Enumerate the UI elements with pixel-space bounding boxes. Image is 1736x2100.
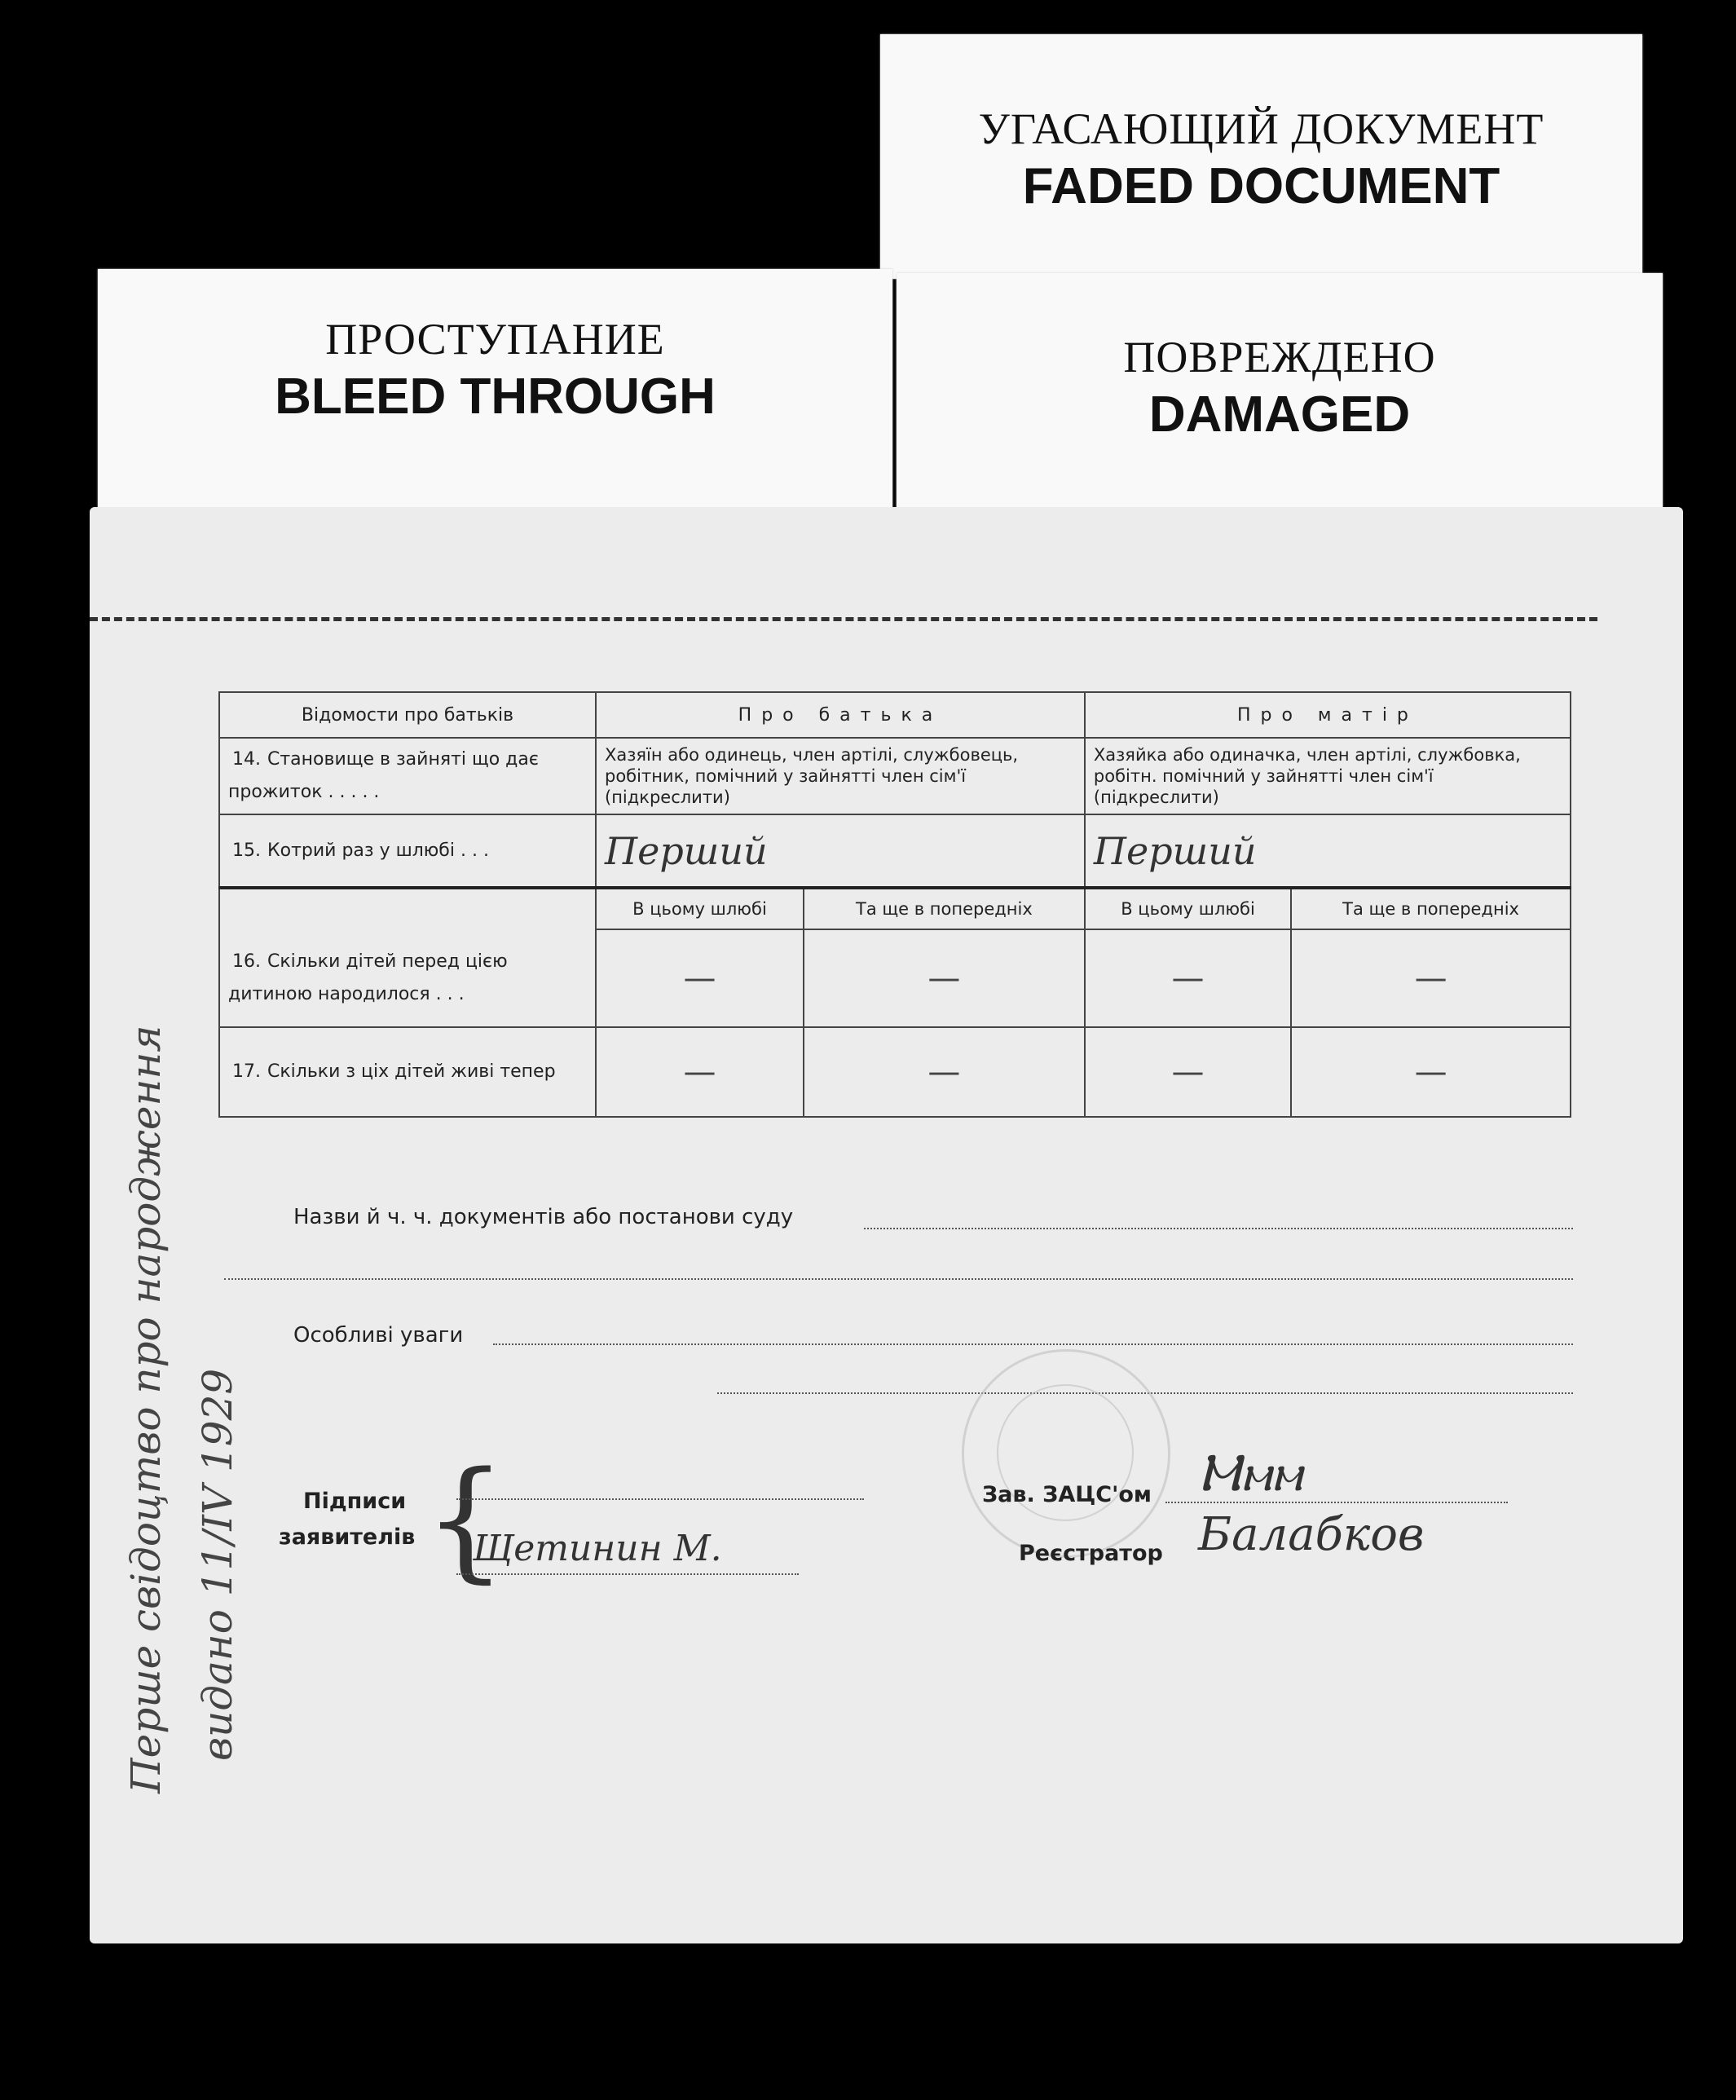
table-row <box>219 929 1571 1027</box>
row16-label-cell <box>219 929 596 1027</box>
special-notes-line <box>493 1343 1573 1345</box>
dash-mark: — <box>1414 1053 1447 1091</box>
header-father: Про батька <box>596 692 1085 738</box>
signatures-label-2: заявителів <box>279 1524 416 1550</box>
row14-label-cell <box>219 738 596 814</box>
applicant-signature: Щетинин М. <box>473 1528 722 1569</box>
dash-mark: — <box>927 1053 961 1091</box>
row-number: 14. <box>232 749 261 770</box>
signatures-label-1: Підписи <box>303 1489 407 1514</box>
row14-mother: Хазяйка або одиначка, член артілі, службовка, робітн. помічний у зайнятті член сім'ї (підкреслити) <box>1085 738 1571 814</box>
registrar-label: Реєстратор <box>1019 1541 1163 1566</box>
damaged-label-ru: ПОВРЕЖДЕНО <box>1123 333 1436 382</box>
official-stamp <box>962 1349 1170 1558</box>
faded-document-label <box>880 34 1642 279</box>
faded-label-en: FADED DOCUMENT <box>1022 158 1500 214</box>
parents-info-table <box>218 691 1571 1118</box>
head-label: Зав. ЗАЦС'ом <box>982 1482 1152 1507</box>
table-row <box>219 1027 1571 1117</box>
dash-mark: — <box>1171 960 1205 997</box>
special-notes-label: Особливі уваги <box>293 1323 464 1348</box>
row17-value <box>1291 1027 1571 1117</box>
damaged-label-en: DAMAGED <box>1148 386 1411 443</box>
bleed-label-ru: ПРОСТУПАНИЕ <box>325 315 665 364</box>
applicant-line-1 <box>456 1498 864 1500</box>
row17-value <box>804 1027 1085 1117</box>
row17-label-cell <box>219 1027 596 1117</box>
row-number: 17. <box>232 1061 261 1082</box>
mother-this-marriage: В цьому шлюбі <box>1085 888 1291 929</box>
head-signature: Ⲙⲙⲙ <box>1198 1443 1302 1503</box>
row14-father: Хазяїн або одинець, член артілі, службовець, робітник, помічний у зайнятті член сім'ї (підкреслити) <box>596 738 1085 814</box>
documents-line-2 <box>224 1278 1573 1280</box>
dash-mark: — <box>927 960 961 997</box>
dash-mark: — <box>683 1053 716 1091</box>
perforation-line <box>90 617 1597 621</box>
row16-value <box>1085 929 1291 1027</box>
brace-mark: { <box>424 1443 507 1595</box>
documents-label: Назви й ч. ч. документів або постанови суду <box>293 1205 794 1229</box>
table-row <box>219 814 1571 888</box>
row15-mother-cell <box>1085 814 1571 888</box>
dash-mark: — <box>1414 960 1447 997</box>
row16-value <box>596 929 804 1027</box>
father-this-marriage: В цьому шлюбі <box>596 888 804 929</box>
header-parents-info: Відомости про батьків <box>219 692 596 738</box>
header-mother: Про матір <box>1085 692 1571 738</box>
row14-label: Становище в зайняті що дає прожиток . . . . . <box>228 749 539 802</box>
margin-note-line-2: видано 11/IV 1929 <box>194 1368 241 1761</box>
faded-label-ru: УГАСАЮЩИЙ ДОКУМЕНТ <box>978 104 1544 153</box>
bleed-through-label <box>98 269 892 530</box>
row16-label: Скільки дітей перед цією дитиною народилося . . . <box>228 951 508 1004</box>
margin-note <box>122 1026 241 1793</box>
registrar-signature: Балабков <box>1198 1508 1425 1561</box>
subheader-blank <box>219 888 596 929</box>
row-number: 15. <box>232 840 261 861</box>
damaged-label <box>897 273 1663 510</box>
table-row <box>219 888 1571 929</box>
row15-father-cell <box>596 814 1085 888</box>
margin-note-line-1: Перше свідоцтво про народження <box>122 1025 170 1793</box>
father-previous: Та ще в попередніх <box>804 888 1085 929</box>
dash-mark: — <box>683 960 716 997</box>
row16-value <box>804 929 1085 1027</box>
row15-label-cell <box>219 814 596 888</box>
row15-mother-value: Перший <box>1093 828 1257 873</box>
row16-value <box>1291 929 1571 1027</box>
mother-previous: Та ще в попередніх <box>1291 888 1571 929</box>
row15-father-value: Перший <box>605 828 768 873</box>
row17-value <box>596 1027 804 1117</box>
row17-value <box>1085 1027 1291 1117</box>
row15-label: Котрий раз у шлюбі . . . <box>267 840 489 861</box>
bleed-label-en: BLEED THROUGH <box>275 368 716 425</box>
row-number: 16. <box>232 951 261 972</box>
documents-line <box>864 1228 1573 1229</box>
row17-label: Скільки з ціх дітей живі тепер <box>267 1061 556 1082</box>
table-row <box>219 738 1571 814</box>
applicant-line-2 <box>456 1573 799 1575</box>
dash-mark: — <box>1171 1053 1205 1091</box>
